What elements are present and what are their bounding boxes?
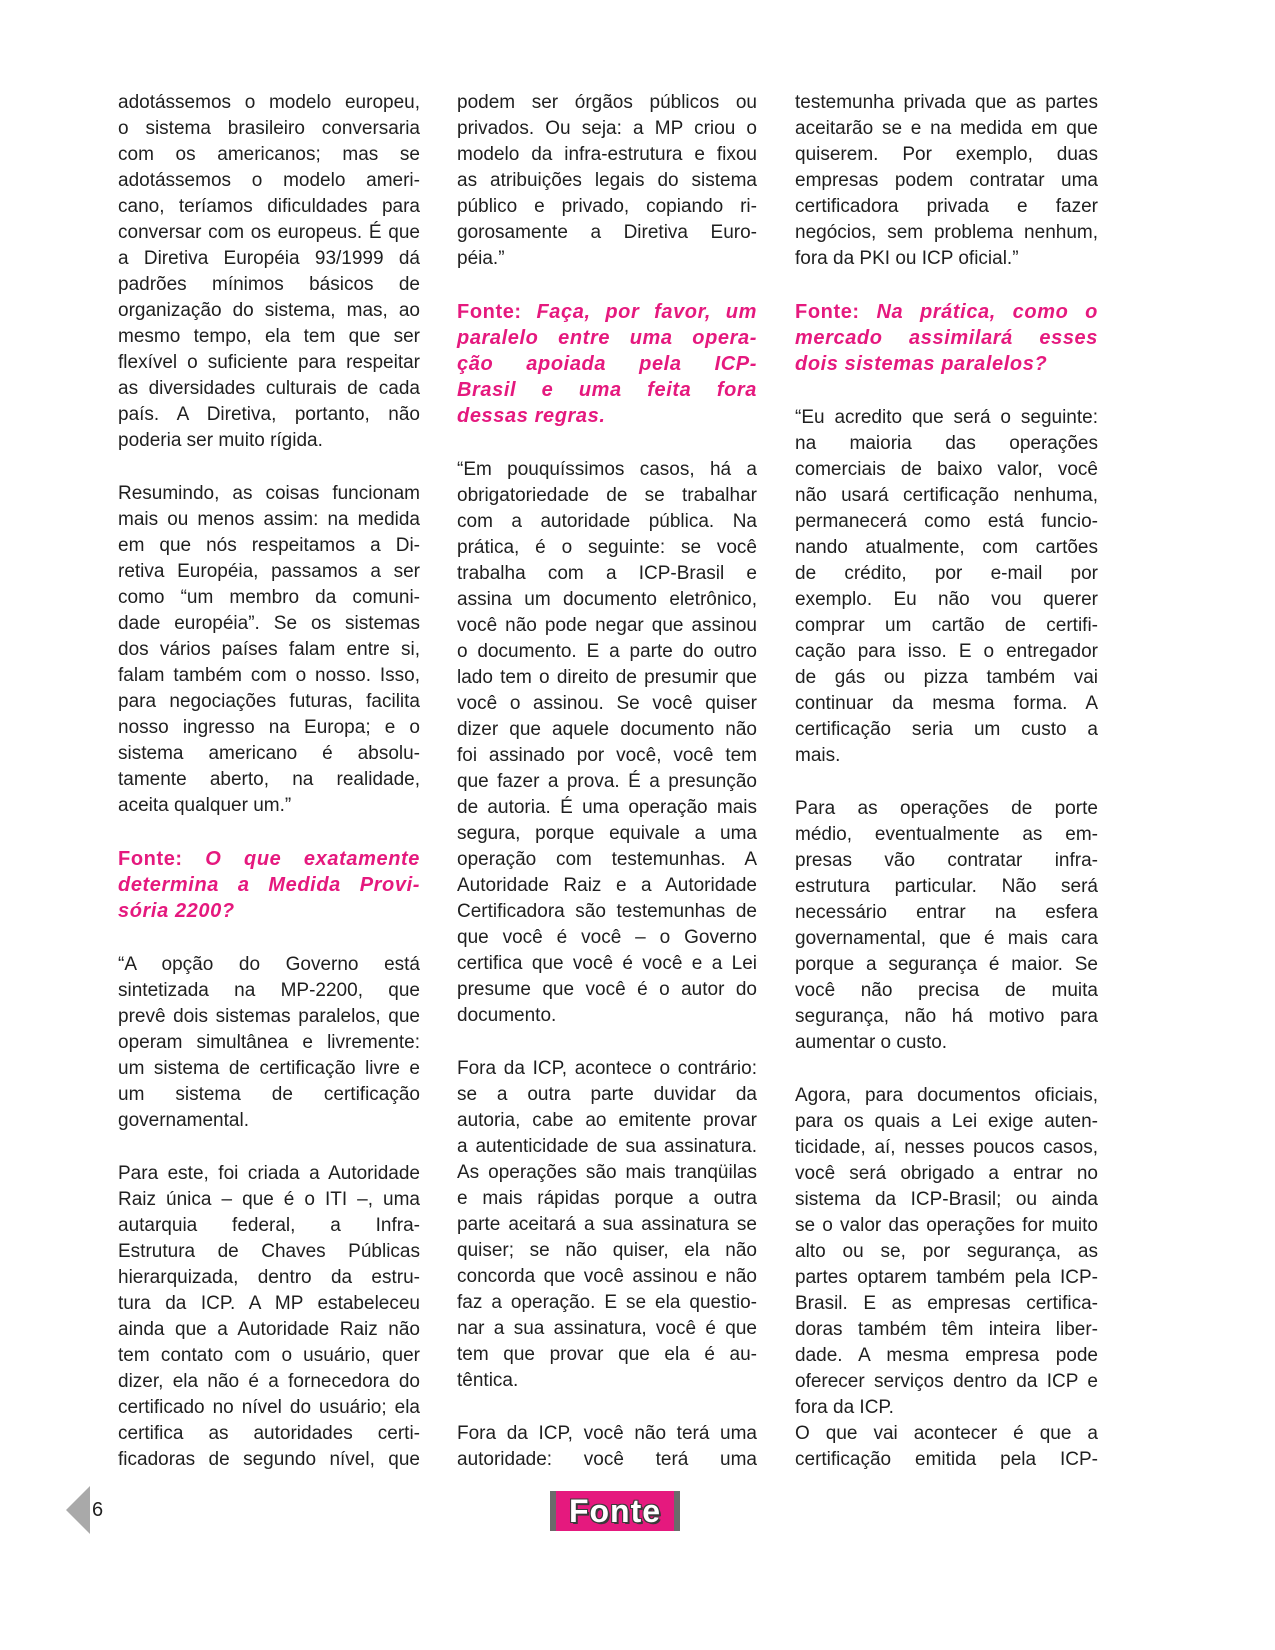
text-line: Brasil. E as empresas certifica- (795, 1293, 1098, 1314)
text-line: Fora da ICP, você não terá uma (457, 1423, 757, 1444)
text-line: comerciais de baixo valor, você (795, 459, 1098, 480)
page-number: 6 (92, 1499, 104, 1521)
text-line: quiser; se não quiser, ela não (457, 1240, 757, 1261)
text-line: as diversidades culturais de cada (118, 378, 420, 399)
text-line: certificado no nível do usuário; ela (118, 1397, 420, 1418)
text-line: o documento. E a parte do outro (457, 641, 757, 662)
text-line: Resumindo, as coisas funcionam (118, 483, 420, 504)
text-line: exemplo. Eu não vou querer (795, 589, 1098, 610)
text-line (795, 299, 1098, 325)
text-line: negócios, sem problema nenhum, (795, 222, 1098, 243)
text-line: você será obrigado a entrar no (795, 1163, 1098, 1184)
text-line: em que nós respeitamos a Di- (118, 535, 420, 556)
text-line: tem que provar que ela é au- (457, 1344, 757, 1365)
text-line: privados. Ou seja: a MP criou o (457, 118, 757, 139)
text-line: de gás ou pizza também vai (795, 667, 1098, 688)
text-line: sistema da ICP-Brasil; ou ainda (795, 1189, 1098, 1210)
text-line: têntica. (457, 1370, 519, 1391)
text-line: ção apoiada pela ICP- (457, 353, 757, 375)
text-line: você não pode negar que assinou (457, 615, 757, 636)
paragraph (118, 952, 420, 1134)
text-line: quiserem. Por exemplo, duas (795, 144, 1098, 165)
text-line: presume que você é o autor do (457, 979, 757, 1000)
text-line: falam também com o nosso. Isso, (118, 665, 420, 686)
text-line: sória 2200? (118, 900, 235, 922)
text-line: Raiz única – que é o ITI –, uma (118, 1189, 420, 1210)
text-line: ficadoras de segundo nível, que (118, 1449, 420, 1470)
paragraph (795, 1421, 1098, 1473)
text-line: mais ou menos assim: na medida (118, 509, 420, 530)
text-line: “Em pouquíssimos casos, há a (457, 459, 757, 480)
text-line: As operações são mais tranqüilas (457, 1162, 757, 1183)
text-line: retiva Européia, passamos a ser (118, 561, 420, 582)
text-line: podem ser órgãos públicos ou (457, 92, 757, 113)
text-line: obrigatoriedade de se trabalhar (457, 485, 757, 506)
text-column-1 (118, 90, 420, 1473)
text-line: empresas podem contratar uma (795, 170, 1098, 191)
text-line: dessas regras. (457, 405, 606, 427)
paragraph (795, 796, 1098, 1056)
text-line: tura da ICP. A MP estabeleceu (118, 1293, 420, 1314)
text-line: um sistema de certificação (118, 1084, 420, 1105)
text-line: prevê dois sistemas paralelos, que (118, 1006, 420, 1027)
heading-label: Fonte: (795, 301, 860, 323)
text-line: se o valor das operações for muito (795, 1215, 1098, 1236)
text-line: ainda que a Autoridade Raiz não (118, 1319, 420, 1340)
text-line: segura, porque equivale a uma (457, 823, 757, 844)
text-line: para os quais a Lei exige auten- (795, 1111, 1098, 1132)
text-column-2 (457, 90, 757, 1473)
text-line: faz a operação. E se ela questio- (457, 1292, 757, 1313)
text-line: “Eu acredito que será o seguinte: (795, 407, 1098, 428)
text-line: o sistema brasileiro conversaria (118, 118, 420, 139)
text-line: tem contato com o usuário, quer (118, 1345, 420, 1366)
text-line: conversar com os europeus. É que (118, 222, 420, 243)
text-line: testemunha privada que as partes (795, 92, 1098, 113)
text-line: nando atualmente, com cartões (795, 537, 1098, 558)
text-line: Estrutura de Chaves Públicas (118, 1241, 420, 1262)
interview-question-heading (795, 299, 1098, 377)
text-line (118, 846, 420, 872)
text-line: de crédito, por e-mail por (795, 563, 1098, 584)
text-line: porque a segurança é maior. Se (795, 954, 1098, 975)
text-line: alto ou se, por segurança, as (795, 1241, 1098, 1262)
text-line: doras também têm inteira liber- (795, 1319, 1098, 1340)
text-line: Agora, para documentos oficiais, (795, 1085, 1098, 1106)
text-line: a Diretiva Européia 93/1999 dá (118, 248, 420, 269)
text-line: tamente aberto, na realidade, (118, 769, 420, 790)
text-line: médio, eventualmente as em- (795, 824, 1098, 845)
text-line: dade. A mesma empresa pode (795, 1345, 1098, 1366)
text-line: paralelo entre uma opera- (457, 327, 757, 349)
text-line: público e privado, copiando ri- (457, 196, 757, 217)
text-line: autoria, cabe ao emitente provar (457, 1110, 757, 1131)
text-line: dizer que aquele documento não (457, 719, 757, 740)
text-line: não usará certificação nenhuma, (795, 485, 1098, 506)
text-line: nosso ingresso na Europa; e o (118, 717, 420, 738)
text-line: governamental, que é mais cara (795, 928, 1098, 949)
text-line: governamental. (118, 1110, 249, 1131)
paragraph (118, 90, 420, 454)
text-line: dade européia”. Se os sistemas (118, 613, 420, 634)
text-line: de autoria. É uma operação mais (457, 797, 757, 818)
text-line: Para as operações de porte (795, 798, 1098, 819)
text-line: Certificadora são testemunhas de (457, 901, 757, 922)
text-line: oferecer serviços dentro da ICP e (795, 1371, 1098, 1392)
text-line: se a outra parte duvidar da (457, 1084, 757, 1105)
heading-text: Na prática, como o (876, 301, 1098, 323)
text-line: que fazer a prova. É a presunção (457, 771, 757, 792)
text-line: péia.” (457, 248, 505, 269)
text-line: modelo da infra-estrutura e fixou (457, 144, 757, 165)
text-line: certifica que você é você e a Lei (457, 953, 757, 974)
text-line: presas vão contratar infra- (795, 850, 1098, 871)
text-line: autarquia federal, a Infra- (118, 1215, 420, 1236)
text-line: autoridade: você terá uma (457, 1449, 757, 1470)
text-line: partes optarem também pela ICP- (795, 1267, 1098, 1288)
paragraph (457, 457, 757, 1029)
text-line: necessário entrar na esfera (795, 902, 1098, 923)
text-line: lado tem o direito de presumir que (457, 667, 757, 688)
paragraph (795, 90, 1098, 272)
text-line: flexível o suficiente para respeitar (118, 352, 420, 373)
text-line: padrões mínimos básicos de (118, 274, 420, 295)
text-line: estrutura particular. Não será (795, 876, 1098, 897)
text-line: aceita qualquer um.” (118, 795, 292, 816)
heading-text: O que exatamente (205, 848, 420, 870)
paragraph (795, 1083, 1098, 1421)
text-line: para negociações futuras, facilita (118, 691, 420, 712)
text-line: Para este, foi criada a Autoridade (118, 1163, 420, 1184)
text-line: com os americanos; mas se (118, 144, 420, 165)
interview-question-heading (457, 299, 757, 429)
text-line: gorosamente a Diretiva Euro- (457, 222, 757, 243)
text-line: um sistema de certificação livre e (118, 1058, 420, 1079)
text-line: você o assinou. Se você quiser (457, 693, 757, 714)
text-line: certificação seria um custo a (795, 719, 1098, 740)
paragraph (795, 405, 1098, 769)
text-line: poderia ser muito rígida. (118, 430, 323, 451)
text-line: parte aceitará a sua assinatura se (457, 1214, 757, 1235)
text-line: dos vários países falam entre si, (118, 639, 420, 660)
text-line: organização do sistema, mas, ao (118, 300, 420, 321)
text-line: comprar um cartão de certifi- (795, 615, 1098, 636)
text-line: operam simultânea e livremente: (118, 1032, 420, 1053)
text-line: documento. (457, 1005, 557, 1026)
paragraph (457, 1421, 757, 1473)
paragraph (457, 1056, 757, 1394)
paragraph (118, 1161, 420, 1473)
text-line: concorda que você assinou e não (457, 1266, 757, 1287)
text-line: na maioria das operações (795, 433, 1098, 454)
paragraph (118, 481, 420, 819)
text-line: certifica as autoridades certi- (118, 1423, 420, 1444)
text-line: dois sistemas paralelos? (795, 353, 1048, 375)
text-line: aceitarão se e na medida em que (795, 118, 1098, 139)
text-line: determina a Medida Provi- (118, 874, 420, 896)
text-line: fora da ICP. (795, 1397, 894, 1418)
text-line: sintetizada na MP-2200, que (118, 980, 420, 1001)
text-line: hierarquizada, dentro da estru- (118, 1267, 420, 1288)
text-line: dizer, ela não é a fornecedora do (118, 1371, 420, 1392)
text-line: trabalha com a ICP-Brasil e (457, 563, 757, 584)
text-line: mais. (795, 745, 841, 766)
magazine-logo (550, 1491, 680, 1531)
text-line: operação com testemunhas. A (457, 849, 757, 870)
interview-question-heading (118, 846, 420, 924)
text-line: Brasil e uma feita fora (457, 379, 757, 401)
text-line: cação para isso. E o entregador (795, 641, 1098, 662)
text-line: Autoridade Raiz e a Autoridade (457, 875, 757, 896)
logo-text: Fonte (568, 1493, 662, 1529)
text-line: fora da PKI ou ICP oficial.” (795, 248, 1019, 269)
heading-label: Fonte: (118, 848, 183, 870)
heading-text: Faça, por favor, um (536, 301, 757, 323)
text-line: mercado assimilará esses (795, 327, 1098, 349)
text-line: O que vai acontecer é que a (795, 1423, 1098, 1444)
text-line: e mais rápidas porque a outra (457, 1188, 757, 1209)
text-line: “A opção do Governo está (118, 954, 420, 975)
text-line: país. A Diretiva, portanto, não (118, 404, 420, 425)
text-line: Fora da ICP, acontece o contrário: (457, 1058, 757, 1079)
text-line: adotássemos o modelo ameri- (118, 170, 420, 191)
text-line: as atribuições legais do sistema (457, 170, 757, 191)
heading-label: Fonte: (457, 301, 522, 323)
text-line: você não precisa de muita (795, 980, 1098, 1001)
text-line: certificação emitida pela ICP- (795, 1449, 1098, 1470)
text-line: assina um documento eletrônico, (457, 589, 757, 610)
text-line: nar a sua assinatura, você é que (457, 1318, 757, 1339)
text-line: que você é você – o Governo (457, 927, 757, 948)
text-line: certificadora privada e fazer (795, 196, 1098, 217)
text-line: continuar da mesma forma. A (795, 693, 1098, 714)
text-line: permanecerá como está funcio- (795, 511, 1098, 532)
text-line: com a autoridade pública. Na (457, 511, 757, 532)
paragraph (457, 90, 757, 272)
text-line (457, 299, 757, 325)
text-line: aumentar o custo. (795, 1032, 948, 1053)
page-marker-icon (66, 1486, 90, 1534)
text-line: cano, teríamos dificuldades para (118, 196, 420, 217)
text-line: prática, é o seguinte: se você (457, 537, 757, 558)
text-line: ticidade, aí, nesses poucos casos, (795, 1137, 1098, 1158)
text-line: adotássemos o modelo europeu, (118, 92, 420, 113)
text-line: a autenticidade de sua assinatura. (457, 1136, 757, 1157)
text-line: como “um membro da comuni- (118, 587, 420, 608)
text-line: segurança, não há motivo para (795, 1006, 1098, 1027)
text-line: foi assinado por você, você tem (457, 745, 757, 766)
text-line: mesmo tempo, ela tem que ser (118, 326, 420, 347)
text-column-3 (795, 90, 1098, 1473)
text-line: sistema americano é absolu- (118, 743, 420, 764)
